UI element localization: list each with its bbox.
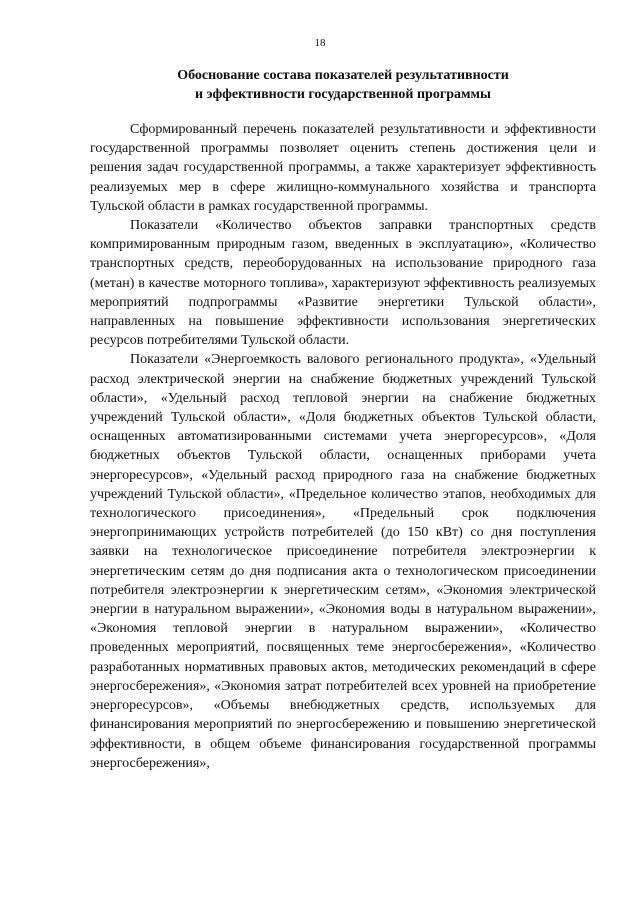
- body-text: [90, 120, 596, 773]
- paragraph-3: Показатели «Энергоемкость валового регионального продукта», «Удельный расход электрической энергии на снабжение бюджетных учреждений Тульской области», «Удельный расход тепловой энергии на снабжение бюджетных учреждений Тульской области», «Доля бюджетных объектов Тульской области, оснащенных автоматизированными системами учета энергоресурсов», «Доля бюджетных объектов Тульской области, оснащенных приборами учета энергоресурсов», «Удельный расход природного газа на снабжение бюджетных учреждений Тульской области», «Предельное количество этапов, необходимых для технологического присоединения», «Предельный срок подключения энергопринимающих устройств потребителей (до 150 кВт) со дня поступления заявки на технологическое присоединение потребителя электроэнергии к энергетическим сетям до дня подписания акта о технологическом присоединении потребителя электроэнергии к энергетическим сетям», «Экономия электрической энергии в натуральном выражении», «Экономия воды в натуральном выражении», «Экономия тепловой энергии в натуральном выражении», «Количество проведенных мероприятий, посвященных теме энергосбережения», «Количество разработанных нормативных правовых актов, методических рекомендаций в сфере энергосбережения», «Экономия затрат потребителей всех уровней на приобретение энергоресурсов», «Объемы внебюджетных средств, используемых для финансирования мероприятий по энергосбережению и повышению энергетической эффективности, в общем объеме финансирования государственной программы энергосбережения»,: [90, 352, 596, 771]
- paragraph-1: Сформированный перечень показателей результативности и эффективности государственной программы позволяет оценить степень достижения цели и решения задач государственной программы, а также характеризует эффективность реализуемых мер в сфере жилищно-коммунального хозяйства и транспорта Тульской области в рамках государственной программы.: [90, 122, 596, 214]
- section-heading-line-2: и эффективности государственной программы: [194, 87, 491, 102]
- page-number: 18: [314, 37, 326, 49]
- section-heading-line-1: Обоснование состава показателей результативности: [177, 68, 509, 83]
- section-heading: [90, 66, 596, 104]
- paragraph-2: Показатели «Количество объектов заправки транспортных средств компримированным природным газом, введенных в эксплуатацию», «Количество транспортных средств, переоборудованных на использование природного газа (метан) в качестве моторного топлива», характеризуют эффективность реализуемых мероприятий подпрограммы «Развитие энергетики Тульской области», направленных на повышение эффективности использования энергетических ресурсов потребителями Тульской области.: [90, 218, 596, 349]
